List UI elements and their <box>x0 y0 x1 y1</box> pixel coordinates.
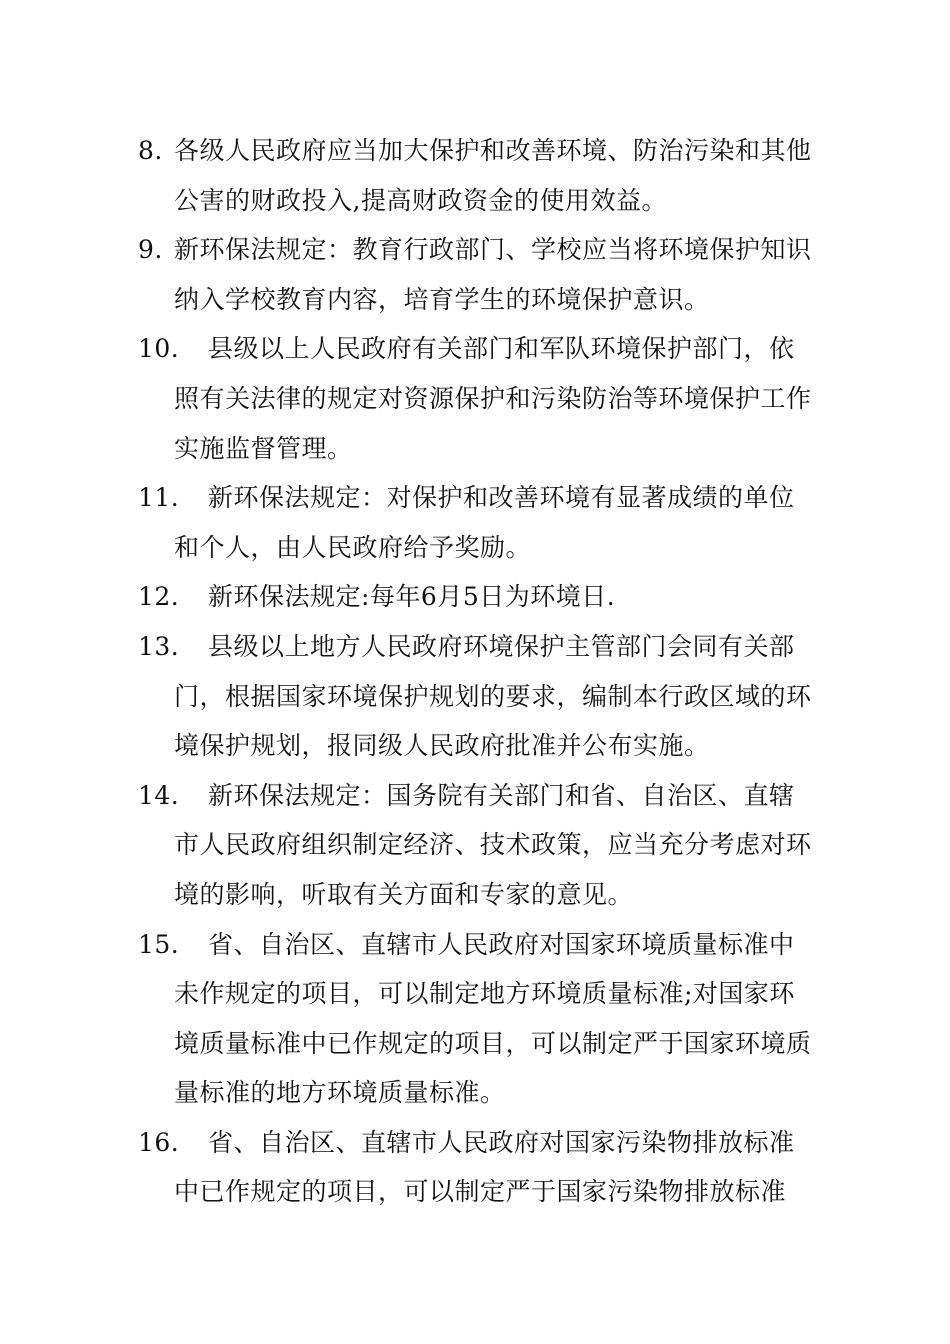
item-number: 8. <box>138 136 163 165</box>
list-item <box>138 572 814 622</box>
item-text: 新环保法规定：教育行政部门、学校应当将环境保护知识纳入学校教育内容，培育学生的环境保护意识。 <box>174 235 812 314</box>
item-text: 省、自治区、直辖市人民政府对国家污染物排放标准中已作规定的项目，可以制定严于国家污染物排放标准 <box>174 1127 795 1207</box>
list-item <box>138 473 814 572</box>
list-item <box>138 622 814 771</box>
item-text: 新环保法规定：对保护和改善环境有显著成绩的单位和个人，由人民政府给予奖励。 <box>174 483 795 562</box>
item-text: 各级人民政府应当加大保护和改善环境、防治污染和其他公害的财政投入,提高财政资金的使用效益。 <box>174 136 812 215</box>
item-text: 新环保法规定：国务院有关部门和省、自治区、直辖市人民政府组织制定经济、技术政策，应当充分考虑对环境的影响，听取有关方面和专家的意见。 <box>174 780 812 909</box>
item-text: 新环保法规定:每年6月5日为环境日. <box>208 582 616 612</box>
list-item <box>138 920 814 1118</box>
item-number: 12. <box>138 582 180 612</box>
list-item <box>138 771 814 920</box>
item-text: 省、自治区、直辖市人民政府对国家环境质量标准中未作规定的项目，可以制定地方环境质量标准;对国家环境质量标准中已作规定的项目，可以制定严于国家环境质量标准的地方环境质量标准。 <box>174 929 812 1108</box>
item-text: 县级以上人民政府有关部门和军队环境保护部门，依照有关法律的规定对资源保护和污染防治等环境保护工作实施监督管理。 <box>174 334 812 463</box>
item-number: 16. <box>138 1127 180 1157</box>
item-number: 15. <box>138 929 180 959</box>
item-text: 县级以上地方人民政府环境保护主管部门会同有关部门，根据国家环境保护规划的要求，编制本行政区域的环境保护规划，报同级人民政府批准并公布实施。 <box>174 631 812 761</box>
numbered-list <box>138 126 814 1217</box>
list-item <box>138 126 814 225</box>
item-number: 13. <box>138 631 180 661</box>
list-item <box>138 225 814 324</box>
item-number: 10. <box>138 334 180 364</box>
item-number: 11. <box>138 483 180 513</box>
list-item <box>138 1118 814 1217</box>
item-number: 9. <box>138 235 163 265</box>
item-number: 14. <box>138 780 180 810</box>
list-item <box>138 324 814 473</box>
